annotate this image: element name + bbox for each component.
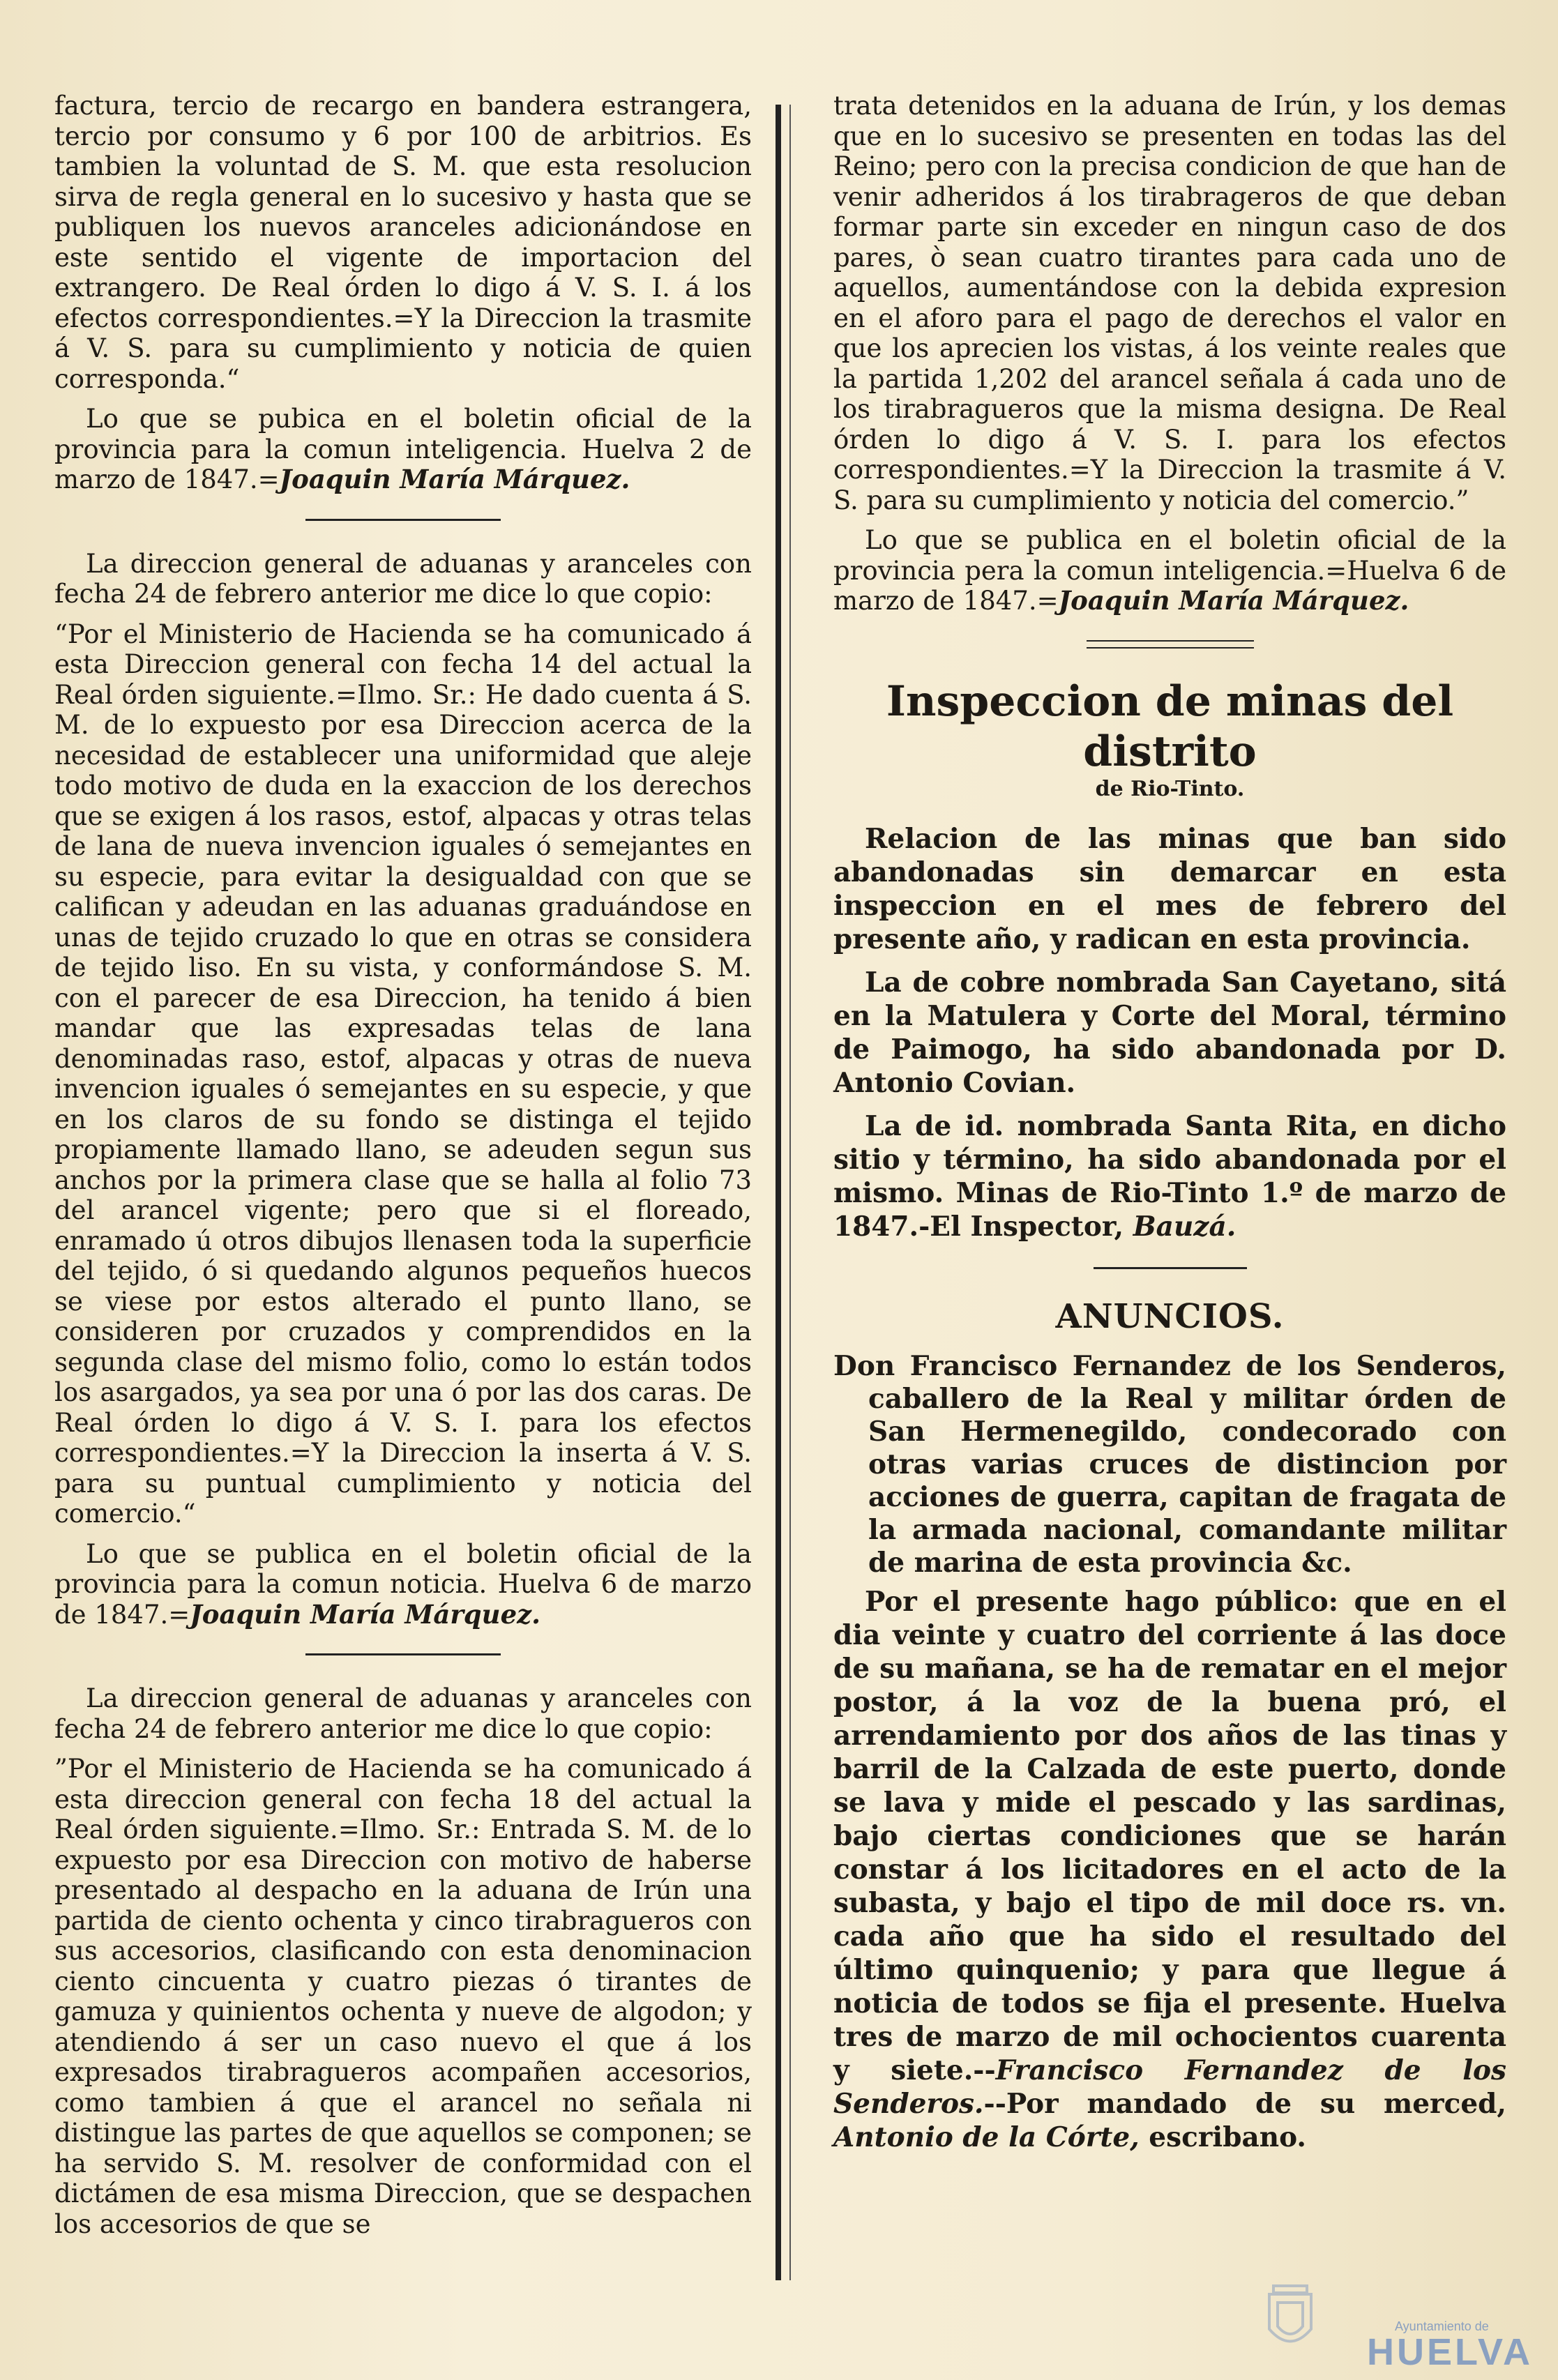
- signature: Bauzá.: [1133, 1210, 1236, 1243]
- left-paragraph-1: factura, tercio de recargo en bandera estrangera, tercio por consumo y 6 por 100 de arbitrios. Es tambien la voluntad de S. M. que esta resolucion sirva de regla general en lo sucesivo y hasta que se publiquen los nuevos aranceles adicionándose en este sentido el vigente de importacion del extrangero. De Real órden lo digo á V. S. I. á los efectos correspondientes.=Y la Direccion la trasmite á V. S. para su cumplimiento y noticia de quien corresponda.“: [54, 91, 752, 394]
- mines-intro: Relacion de las minas que ban sido abandonadas sin demarcar en esta inspeccion en el mes de febrero del presente año, y radican en esta provincia.: [833, 822, 1506, 955]
- left-paragraph-5: [54, 1539, 752, 1630]
- left-paragraph-4: “Por el Ministerio de Hacienda se ha comunicado á esta Direccion general con fecha 14 del actual la Real órden siguiente.=Ilmo. Sr.: He dado cuenta á S. M. de lo expuesto por esa Direccion acerca de la necesidad de establecer una uniformidad que aleje todo motivo de duda en la exaccion de los derechos que se exigen á los rasos, estof, alpacas y otras telas de lana de nueva invencion iguales ó semejantes en su especie, para evitar la desigualdad con que se califican y adeudan en las aduanas graduándose en unas de tejido cruzado lo que en otras se considera de tejido liso. En su vista, y conformándose S. M. con el parecer de esa Direccion, ha tenido á bien mandar que las expresadas telas de lana denominadas raso, estof, alpacas y otras de nueva invencion iguales ó semejantes en su especie, y que en los claros de su fondo se distinga el tejido propiamente llamado llano, se adeuden segun sus anchos por la primera clase que se halla al folio 73 del arancel vigente; pero que si el floreado, enramado ú otros dibujos llenasen toda la superficie del tejido, ó si quedando algunos pequeños huecos se viese por estos alterado el punto llano, se consideren por cruzados y comprendidos en la segunda clase del mismo folio, como lo están todos los asargados, ya sea por una ó por las dos caras. De Real órden lo digo á V. S. I. para los efectos correspondientes.=Y la Direccion la inserta á V. S. para su puntual cumplimiento y noticia del comercio.“: [54, 619, 752, 1529]
- signature: Joaquin María Márquez.: [190, 1598, 541, 1630]
- left-paragraph-6: La direccion general de aduanas y aranceles con fecha 24 de febrero anterior me dice lo que copio:: [54, 1683, 752, 1744]
- signature: Antonio de la Córte,: [833, 2121, 1140, 2153]
- section-subheading: de Rio-Tinto.: [1095, 776, 1245, 801]
- separator-rule: [305, 1653, 501, 1655]
- watermark-small-text: Ayuntamiento de: [1395, 2319, 1489, 2333]
- announcements-heading: ANUNCIOS.: [1055, 1296, 1285, 1336]
- column-divider: [776, 105, 781, 2280]
- signature: Joaquin María Márquez.: [1058, 585, 1409, 616]
- signature: Joaquin María Márquez.: [279, 464, 630, 494]
- left-paragraph-2-text: Lo que se pubica en el boletin oficial de la provincia para la comun inteligencia. Huelva 2 de marzo de 1847.=: [54, 404, 752, 494]
- right-paragraph-2: [833, 525, 1506, 616]
- mine-entry-1: La de cobre nombrada San Cayetano, sitá en la Matulera y Corte del Moral, término de Paimogo, ha sido abandonada por D. Antonio Covian.: [833, 966, 1506, 1099]
- mine-entry-2: [833, 1109, 1506, 1243]
- right-paragraph-1: trata detenidos en la aduana de Irún, y los demas que en lo sucesivo se presenten en todas las del Reino; pero con la precisa condicion de que han de venir adheridos á los tirabrageros de que deban formar parte sin exceder en ningun caso de dos pares, ò sean cuatro tirantes para cada uno de aquellos, aumentándose con la debida expresion en el aforo para el pago de derechos el valor en que los aprecien los vistas, á los veinte reales que la partida 1,202 del arancel señala á cada uno de los tirabragueros que la misma designa. De Real órden lo digo á V. S. I. para los efectos correspondientes.=Y la Direccion la trasmite á V. S. para su cumplimiento y noticia del comercio.”: [833, 91, 1506, 515]
- separator-rule: [1094, 1267, 1247, 1269]
- separator-rule: [305, 519, 501, 521]
- left-column: [54, 91, 752, 2249]
- left-paragraph-5-text: Lo que se publica en el boletin oficial de la provincia para la comun noticia. Huelva 6 de marzo de 1847.=: [54, 1538, 752, 1630]
- section-heading: Inspeccion de minas del distrito: [886, 676, 1454, 776]
- left-paragraph-7: ”Por el Ministerio de Hacienda se ha comunicado á esta direccion general con fecha 18 del actual la Real órden siguiente.=Ilmo. Sr.: Entrada S. M. de lo expuesto por esa Direccion con motivo de haberse presentado al despacho en la aduana de Irún una partida de ciento ochenta y cinco tirabragueros con sus accesorios, clasificando con esta denominacion ciento cincuenta y cuatro piezas ó tirantes de gamuza y quinientos ochenta y nueve de algodon; y atendiendo á ser un caso nuevo el que á los expresados tirabragueros acompañen accesorios, como tambien á que el arancel no señala ni distingue las partes de que aquellos se componen; se ha servido S. M. resolver de conformidad con el dictámen de esa misma Direccion, que se despachen los accesorios de que se: [54, 1754, 752, 2239]
- separator-rule: [1087, 640, 1254, 649]
- mine-entry-2-text: La de id. nombrada Santa Rita, en dicho sitio y término, ha sido abandonada por el mismo. Minas de Rio-Tinto 1.º de marzo de 1847.-El Inspector,: [833, 1109, 1506, 1243]
- right-column: [833, 91, 1506, 2164]
- signature: Francisco Fernandez de los Senderos.: [833, 2054, 1506, 2120]
- right-paragraph-2-text: Lo que se publica en el boletin oficial de la provincia pera la comun inteligencia.=Huelva 6 de marzo de 1847.=: [833, 525, 1506, 616]
- left-paragraph-3: La direccion general de aduanas y aranceles con fecha 24 de febrero anterior me dice lo que copio:: [54, 548, 752, 609]
- announcement-header: Don Francisco Fernandez de los Senderos, caballero de la Real y militar órden de San Hermenegildo, condecorado con otras varias cruces de distincion por acciones de guerra, capitan de fragata de la armada nacional, comandante militar de marina de esta provincia &c.: [833, 1349, 1506, 1579]
- announcement-body-text: Por el presente hago público: que en el dia veinte y cuatro del corriente á las doce de su mañana, se ha de rematar en el mejor postor, á la voz de la buena pró, el arrendamiento por dos años de las tinas y barril de la Calzada de este puerto, donde se lava y mide el pescado y las sardinas, bajo ciertas condiciones que se harán constar á los licitadores en el acto de la subasta, y bajo el tipo de mil doce rs. vn. cada año que ha sido el resultado del último quinquenio; y para que llegue á noticia de todos se fija el presente. Huelva tres de marzo de mil ochocientos cuarenta y siete.--: [833, 1585, 1506, 2086]
- watermark-big-text: HUELVA: [1367, 2331, 1533, 2373]
- column-divider-thin: [789, 105, 791, 2280]
- announcement-body: [833, 1585, 1506, 2154]
- left-paragraph-2: [54, 404, 752, 495]
- announcement-mandate: --Por mandado de su merced,: [983, 2087, 1506, 2120]
- announcement-end: escribano.: [1139, 2121, 1306, 2153]
